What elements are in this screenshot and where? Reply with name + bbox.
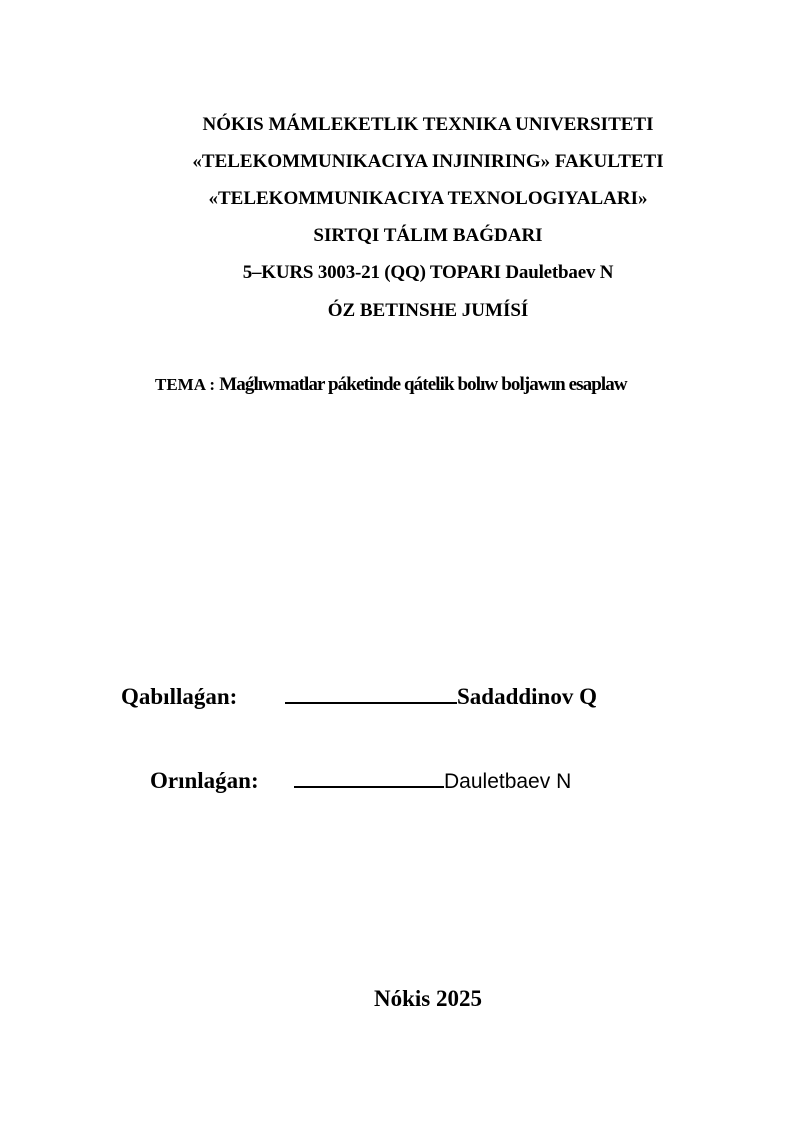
university-name: NÓKIS MÁMLEKETLIK TEXNIKA UNIVERSITETI: [202, 114, 654, 135]
accepted-by-row: [121, 680, 597, 711]
accepted-by-name: Sadaddinov Q: [457, 684, 597, 709]
department-name: «TELEKOMMUNIKACIYA TEXNOLOGIYALARI»: [208, 188, 648, 209]
topic-line: [155, 372, 627, 399]
performed-by-row: [150, 764, 571, 796]
topic-separator: :: [205, 375, 220, 394]
topic-text: Maǵlıwmatlar páketinde qátelik bolıw boljawın esaplaw: [219, 374, 627, 395]
place-year: Nókis 2025: [374, 986, 482, 1011]
study-mode: SIRTQI TÁLIM BAǴDARI: [313, 225, 543, 246]
work-type-title: ÓZ BETINSHE JUMÍSÍ: [327, 300, 529, 321]
signature-line: [294, 764, 444, 788]
performed-by-name: Dauletbaev N: [444, 770, 572, 793]
accepted-by-label: Qabıllaǵan:: [121, 684, 238, 709]
signature-line: [285, 680, 457, 704]
course-group-line: 5–KURS 3003-21 (QQ) TOPARI Dauletbaev N: [242, 262, 614, 283]
topic-label: TEMA: [155, 375, 206, 394]
faculty-name: «TELEKOMMUNIKACIYA INJINIRING» FAKULTETI: [192, 151, 664, 172]
performed-by-label: Orınlaǵan:: [150, 768, 259, 793]
